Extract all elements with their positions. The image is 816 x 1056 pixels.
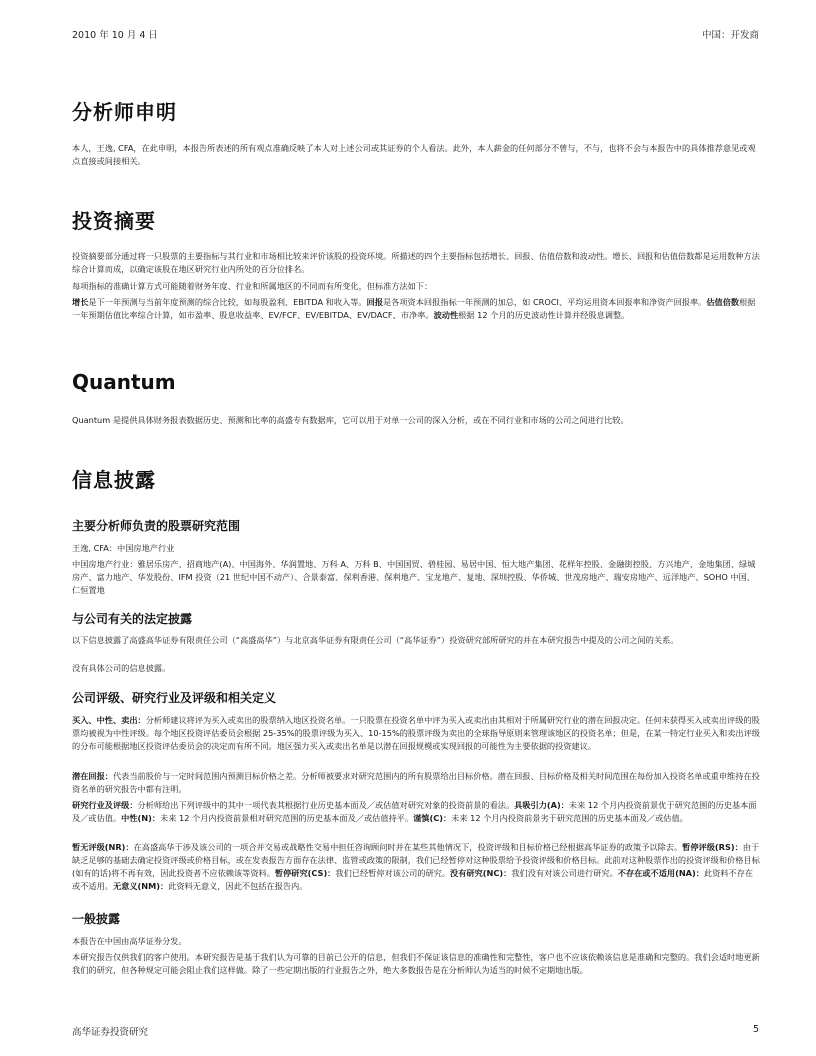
multiple-label: 估值倍数: [706, 297, 740, 307]
coverage-analyst: 王逸, CFA：中国房地产行业: [72, 543, 175, 553]
coverage-title: 主要分析师负责的股票研究范围: [72, 519, 241, 533]
general-disclosures-p1: 本报告在中国由高华证券分发。: [72, 936, 187, 946]
potential-return-definition: [72, 770, 760, 796]
analyst-cert-title: 分析师申明: [72, 100, 177, 124]
cs-label: 暂停研究(CS)：: [274, 868, 336, 878]
legal-disclosures-p2: 没有具体公司的信息披露。: [72, 663, 171, 673]
rs-label: 暂停评级(RS)：: [682, 842, 743, 852]
volatility-text: 根据 12 个月的历史波动性计算并经股息调整。: [458, 310, 630, 320]
header-date: 2010 年 10 月 4 日: [72, 30, 158, 41]
growth-label: 增长: [72, 297, 89, 307]
na-text: 此资料不存在或不适用。: [72, 868, 754, 891]
nr-label: 暂无评级(NR)：: [72, 842, 134, 852]
investment-summary-definitions: [72, 296, 760, 322]
general-disclosures-p2: 本研究报告仅供我们的客户使用。本研究报告是基于我们认为可靠的目前已公开的信息，但我们不保证该信息的准确性和完整性，客户也不应该依赖该信息是准确和完整的。我们会适时地更新我们的研究，但各种规定可能会阻止我们这样做。除了一些定期出版的行业报告之外，绝大多数报告是在分析师认为适当的时候不定期地出版。: [72, 952, 760, 975]
neutral-label: 中性(N)：: [121, 813, 161, 823]
coverage-view-label: 研究行业及评级：: [72, 800, 138, 810]
legal-disclosures-p1: 以下信息披露了高盛高华证券有限责任公司（“高盛高华”）与北京高华证券有限责任公司（“高华证券”）投资研究部所研究的并在本研究报告中提及的公司之间的关系。: [72, 635, 679, 645]
potential-label: 潜在回报：: [72, 771, 113, 781]
ratings-definition: [72, 714, 760, 753]
other-ratings-definition: [72, 841, 760, 893]
cautious-label: 谨慎(C)：: [413, 813, 452, 823]
coverage-list: 中国房地产行业：雅居乐房产、招商地产(A)、中国海外、华润置地、万科 A、万科 B、中国国贸、碧桂园、易居中国、恒大地产集团、花样年控股、金融街控股、方兴地产、金地集团、绿城房产、富力地产、华发股份、IFM 投资（21 世纪中国不动产）、合景泰富、保利香港、保利地产、宝龙地产、复地、深圳控股、华侨城、世茂房地产、瑞安房地产、远洋地产、SOHO 中国、仁恒置地: [72, 559, 756, 595]
quantum-title: Quantum: [72, 370, 176, 394]
cs-text: 我们已经暂停对该公司的研究。: [335, 868, 451, 878]
header-region: 中国：开发商: [701, 30, 759, 41]
rs-text: 由于缺乏足够的基础去确定投资评级或价格目标，或在发表报告方面存在法律、监管或政策的限制，我们已经暂停对这种股票给予投资评级和价格目标。此前对这种股票作出的投资评级和价格目标(如有的话)将不再有效，因此投资者不应依赖该等资料。: [72, 842, 760, 878]
cautious-text: 未来 12 个月内投资前景劣于研究范围的历史基本面及／或估值。: [451, 813, 688, 823]
nr-text: 在高盛高华于涉及该公司的一项合并交易或战略性交易中担任咨询顾问时并在某些其他情况下，投资评级和目标价格已经根据高华证券的政策予以除去。: [133, 842, 683, 852]
volatility-label: 波动性: [433, 310, 459, 320]
coverage-view-definition: [72, 799, 760, 825]
quantum-body: Quantum 是提供具体财务报表数据历史、预测和比率的高盛专有数据库，它可以用于对单一公司的深入分析，或在不同行业和市场的公司之间进行比较。: [72, 415, 629, 425]
legal-disclosures-title: 与公司有关的法定披露: [72, 612, 193, 626]
return-label: 回报: [366, 297, 383, 307]
nc-label: 没有研究(NC)：: [450, 868, 512, 878]
ratings-text: 分析师建议将评为买入或卖出的股票纳入地区投资名单。一只股票在投资名单中评为买入或卖出由其相对于所属研究行业的潜在回报决定。任何未获得买入或卖出评级的股票均被视为中性评级。每个地区投资评估委员会根据 25-35%的股票评级为买入、10-15%的股票评级为卖出的全球指导原则来管理该地区的投资名单；但是，在某一特定行业买入和卖出评级的分布可能根据地区投资评估委员会的决定而有所不同。地区强力买入或卖出名单是以潜在回报规模或实现回报的可能性为主要依据的投资建议。: [72, 715, 760, 751]
growth-text: 是下一年预测与当前年度预测的综合比较，如每股盈利、EBITDA 和收入等。: [88, 297, 367, 307]
ratings-title: 公司评级、研究行业及评级和相关定义: [72, 691, 277, 705]
nc-text: 我们没有对该公司进行研究。: [511, 868, 618, 878]
coverage-view-text: 分析师给出下列评级中的其中一项代表其根据行业历史基本面及／或估值对研究对象的投资前景的看法。: [137, 800, 515, 810]
footer-publisher: 高华证券投资研究: [72, 1027, 149, 1038]
analyst-cert-body: 本人，王逸, CFA，在此申明，本报告所表述的所有观点准确反映了本人对上述公司或其证券的个人看法。此外，本人薪金的任何部分不曾与，不与，也将不会与本报告中的具体推荐意见或观点直接或间接相关。: [72, 143, 756, 166]
page-number: 5: [752, 1024, 759, 1035]
general-disclosures-title: 一般披露: [72, 912, 121, 926]
multiple-text: 根据一年预期估值比率综合计算，如市盈率、股息收益率、EV/FCF、EV/EBITDA、EV/DACF、市净率。: [72, 297, 756, 320]
attractive-text: 未来 12 个月内投资前景优于研究范围的历史基本面及／或估值。: [72, 800, 757, 823]
neutral-text: 未来 12 个月内投资前景相对研究范围的历史基本面及／或估值持平。: [160, 813, 414, 823]
investment-summary-p2: 每项指标的准确计算方式可能随着财务年度、行业和所属地区的不同而有所变化，但标准方法如下：: [72, 281, 433, 291]
investment-summary-title: 投资摘要: [72, 209, 156, 233]
return-text: 是各项资本回报指标一年预测的加总，如 CROCI、平均运用资本回报率和净资产回报率。: [382, 297, 707, 307]
ratings-label: 买入、中性、卖出：: [72, 715, 146, 725]
attractive-label: 具吸引力(A)：: [514, 800, 569, 810]
nm-text: 此资料无意义，因此不包括在报告内。: [168, 881, 308, 891]
investment-summary-p1: 投资摘要部分通过将一只股票的主要指标与其行业和市场相比较来评价该股的投资环境。所描述的四个主要指标包括增长、回报、估值倍数和波动性。增长、回报和估值倍数都是运用数种方法综合计算而成，以确定该股在地区研究行业内所处的百分位排名。: [72, 251, 760, 274]
na-label: 不存在或不适用(NA)：: [617, 868, 704, 878]
disclosures-title: 信息披露: [72, 468, 156, 492]
potential-text: 代表当前股价与一定时间范围内预测目标价格之差。分析师被要求对研究范围内的所有股票给出目标价格。潜在回报、目标价格及相关时间范围在每份加入投资名单或重申维持在投资名单的研究报告中都有注明。: [72, 771, 760, 794]
nm-label: 无意义(NM)：: [112, 881, 169, 891]
